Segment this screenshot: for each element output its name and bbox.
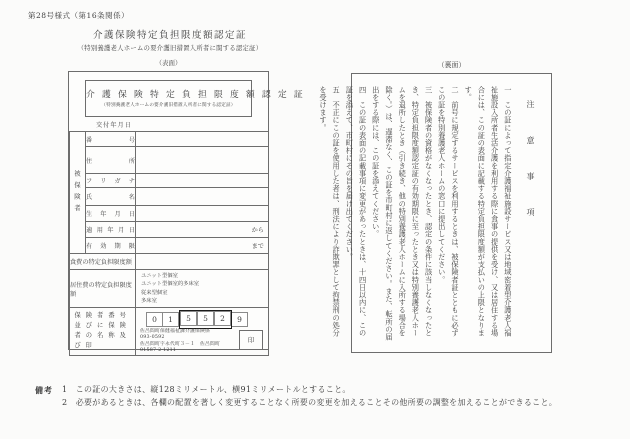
notice-text-block: [318, 86, 541, 342]
insurer-digit: 2: [214, 311, 231, 326]
residence-limit-label: 居住費の特定負担限度額: [70, 270, 136, 308]
number-label: 番号: [86, 132, 136, 147]
card-subtitle: （特別養護老人ホームの要介護旧措置入所者に関する認定証）: [101, 103, 236, 108]
insurer-phone: 01587-2-1211: [140, 348, 177, 354]
address-label: 住所: [86, 147, 136, 174]
table-row: [70, 188, 269, 206]
insurer-info-cell: [136, 308, 269, 356]
front-side-label: （表面）: [155, 59, 182, 67]
meal-limit-label: 食費の特定負担限度額: [70, 254, 136, 270]
notice-item-2: 二 前号に規定するサービスを利用するときは、被保険者証とともに必ずこの証を特別養護老人ホームの窓口に提出してください。: [437, 86, 460, 337]
table-row: [70, 254, 269, 270]
table-row: [70, 270, 269, 308]
address-value: [136, 147, 269, 174]
residence-limit-value: [136, 270, 269, 308]
room-type-multi-bed: 多床室: [141, 297, 157, 304]
name-label: 氏名: [86, 188, 136, 206]
insurer-digit: 5: [197, 311, 214, 326]
table-row: [70, 238, 269, 254]
room-type-conventional-private: 従来型個室: [141, 289, 168, 296]
notice-item-1: 一 この証によって指定介護福祉施設サービス又は地域密着型介護老人福祉施設入所者生活介護を利用する際に食事の提供を受け、又は居住する場合には、この証の表面に記載する特定負担限度額が支払いの上限となります。: [464, 86, 513, 337]
document-subtitle: （特別養護老人ホームの要介護旧措置入所者に関する認定証）: [77, 45, 263, 52]
card-title-box: [85, 80, 305, 117]
form-number: 第28号様式（第16条関係）: [28, 11, 130, 20]
table-row: [70, 132, 269, 147]
insured-person-group-label: 被保険者: [70, 132, 86, 254]
insurer-street-address: 佐呂間町字永代町３－１ 佐呂間町: [140, 341, 220, 347]
expiry-value: まで: [136, 238, 269, 254]
table-row: [70, 147, 269, 174]
insurer-label: 保険者番号並びに保険者の名称及び印: [74, 312, 131, 350]
notice-item-5: 五 不正にこの証を使用した者は、刑法により詐欺罪として拘禁刑の処分を受けます。: [318, 86, 342, 337]
furigana-value: [136, 174, 269, 188]
remarks-label: 備考: [35, 385, 53, 395]
insurer-digit: 1: [163, 312, 179, 327]
back-side-label: （裏面）: [437, 61, 466, 69]
card-title: 介 護 保 険 特 定 負 担 限 度 額 認 定 証: [86, 90, 305, 100]
meal-limit-value: [136, 254, 269, 270]
birthdate-value: [136, 206, 269, 222]
certificate-back-card: [318, 73, 552, 353]
insurer-postal-code: 093-0592: [140, 335, 165, 341]
insurer-digit: 0: [146, 312, 163, 327]
seal-box: 印: [239, 330, 263, 350]
document-title: 介護保険特定負担限度額認定証: [92, 30, 247, 41]
remarks-items: [62, 384, 557, 409]
furigana-label: フリガナ: [86, 174, 136, 188]
insurer-digit-highlight-group: [179, 310, 232, 329]
table-row: [70, 308, 269, 356]
room-type-list: [136, 270, 268, 307]
insurer-digit: 5: [180, 311, 197, 326]
name-value: [136, 188, 269, 206]
remarks-section: [35, 384, 557, 409]
room-type-unit-multi: ユニット型個室的多床室: [141, 281, 200, 288]
issue-date-label: 交付年月日: [96, 122, 132, 129]
apply-date-value: から: [136, 222, 269, 238]
number-value: [136, 132, 269, 147]
insurer-office: 佐呂間町保健福祉課介護保険係: [140, 329, 210, 334]
table-row: [70, 174, 269, 188]
table-row: [70, 222, 269, 238]
birthdate-label: 生年月日: [86, 206, 136, 222]
notice-item-4: 四 この証の表面の記載事項に変更があったときは、十四日以内に、この証を添えて、市町村にその旨を届け出てください。: [345, 86, 368, 337]
room-type-unit-private: ユニット型個室: [141, 273, 178, 280]
apply-date-label: 適用年月日: [86, 222, 136, 238]
insurer-label-cell: [70, 308, 136, 356]
insurer-number-boxes: [146, 312, 268, 327]
certificate-table: [69, 131, 269, 356]
certificate-front-card: [68, 71, 305, 354]
expiry-label: 有効期限: [86, 238, 136, 254]
insurer-digit: 9: [232, 312, 248, 327]
remark-2: 2 必要があるときは、各欄の配置を著しく変更することなく所要の変更を加えることその他所要の調整を加えることができること。: [62, 397, 558, 407]
notice-title: 注 意 事 項: [526, 100, 535, 226]
notice-item-3: 三 被保険者の資格がなくなったとき、認定の条件に該当しなくなったとき、特定負担限度額認定証の有効期限に至ったとき又は特別養護老人ホームを退所したとき（引き続き、他の特別養護老人ホームに入所する場合を除く。）は、遅滞なく、この証を市町村に返してください。また、転所の届出をする際には、この証を添えてください。: [371, 86, 434, 341]
table-row: [70, 206, 269, 222]
remark-1: 1 この証の大きさは、縦128ミリメートル、横91ミリメートルとすること。: [62, 385, 351, 394]
